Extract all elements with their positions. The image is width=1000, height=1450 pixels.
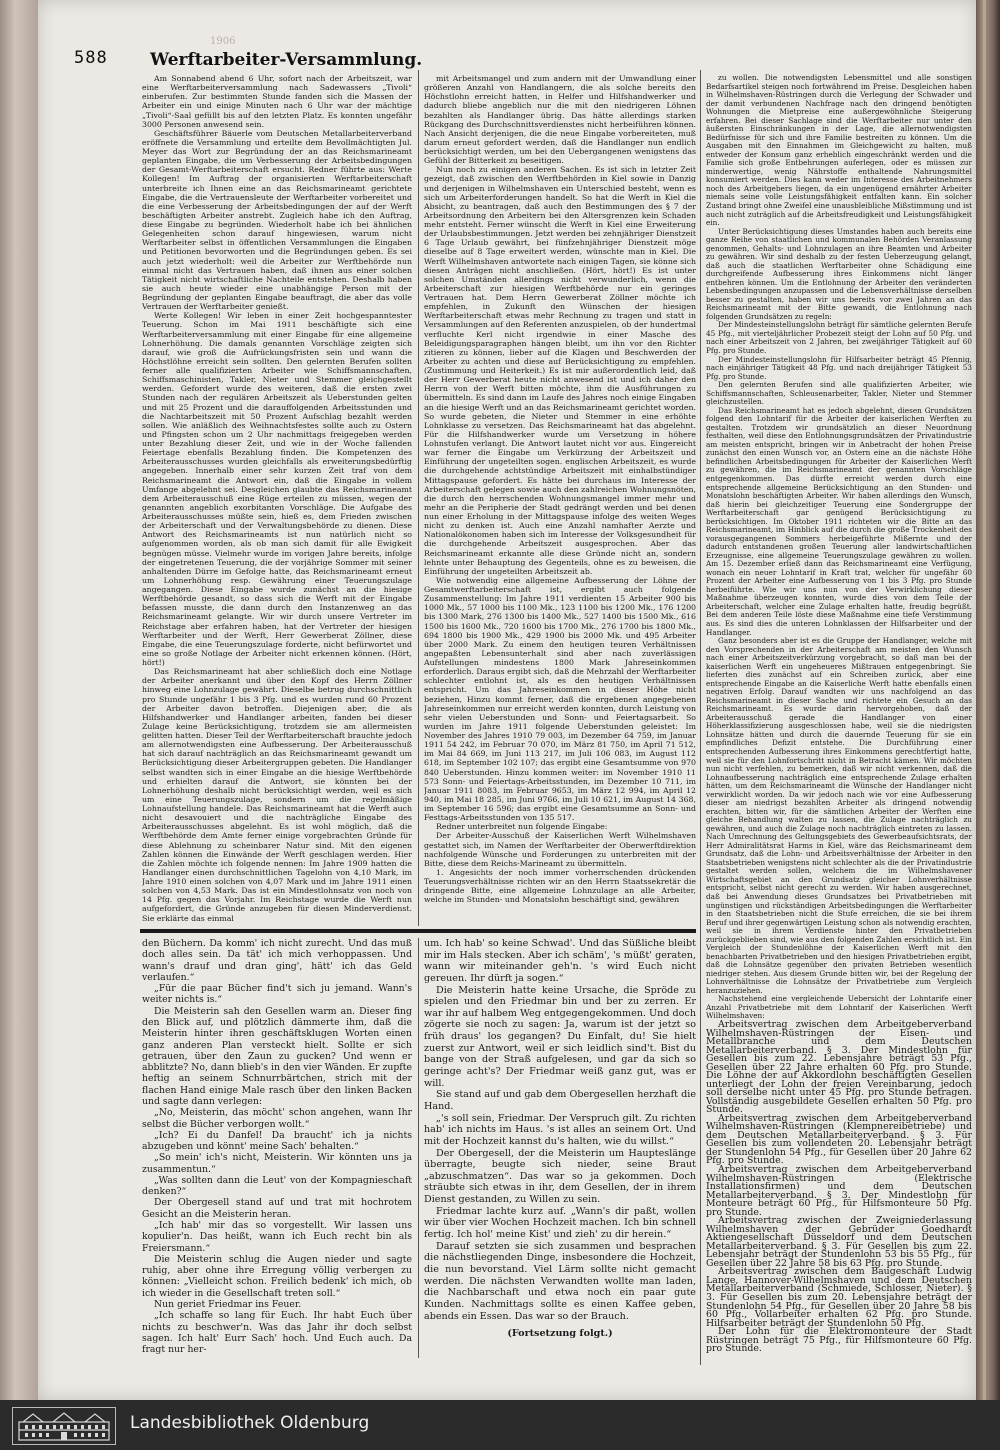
story-paragraph: „No, Meisterin, das möcht' schon angehen, wann Ihr selbst die Bücher verborgen wollt.“ xyxy=(142,1107,412,1130)
serial-story-column-1 xyxy=(142,938,412,1358)
article-column-2 xyxy=(424,74,696,924)
story-paragraph: Sie stand auf und gab dem Obergesellen herzhaft die Hand. xyxy=(424,1089,696,1112)
wage-contract: Arbeitsvertrag zwischen dem Arbeitgeberverband Wilhelmshaven-Rüstringen der Eisen- und Metallbranche und dem Deutschen Metallarbeiterverband. § 3. Der Mindestlohn für Gesellen bis zum 22. Lebensjahre beträgt 53 Pfg., Gesellen über 22 Jahre erhalten 60 Pfg. pro Stunde. Die Löhne der auf Akkordlohn beschäftigten Gesellen unterliegt der Lohn der freien Vereinbarung, jedoch soll derselbe nicht unter 45 Pfg. pro Stunde betragen. Vollständig ausgebildete Gesellen erhalten 50 Pfg. pro Stunde. xyxy=(706,1018,972,1116)
column-rule-2 xyxy=(700,70,701,1365)
column-rule-1 xyxy=(418,70,419,926)
wage-contract: Arbeitsvertrag zwischen der Zweigniederlassung Wilhelmshaven der Gebrüder Goedhardt Aktiengesellschaft Düsseldorf und dem Deutschen Metallarbeiterverband. § 3. Für Gesellen bis zum 22. Lebensjahr beträgt der Stundenlohn 53 bis 55 Pfg., für Gesellen über 22 Jahre 58 bis 63 Pfg. pro Stunde. xyxy=(706,1215,972,1269)
paragraph: Ganz besonders aber ist es die Gruppe der Handlanger, welche mit den Vorsprechenden in der Arbeiterschaft am meisten den Wunsch nach einer Arbeitszeitverkürzung vorgebracht, so daß man bei der kaiserlichen Werft ein ungeheueres Mißtrauen entgegenbringt. Sie lieferten dies zunächst auf ein Schreiben zurück, aber eine entsprechende Eingabe an die Kaiserliche Werft hatte ebenfalls einen negativen Erfolg. Darauf wandten wir uns nachfolgend an das Reichsmarineamt in dieser Sache und richtete ein Gesuch an das Reichsmarineamt. Es wurde darin hervorgehoben, daß der Arbeiterausschuß gerade die Handlanger von einer Höherklassifizierung ausgeschlossen habe, weil sie die niedrigsten Lohnsätze hätten und durch die dauernde Teuerung für sie ein empfindliches Defizit entstehe. Die Durchführung einer entsprechenden Aufbesserung ihres Einkommens gerechtfertigt hatte, weil sie für den Lohnfortschritt nicht in Betracht kämen. Wir möchten nun nicht verfehlen, zu bemerken, daß wir nicht verkennen, daß die Lohnaufbesserung nachträglich eine entsprechende Zulage erhalten hätten, um dem Reichsmarineamt die Wünsche der Handlanger nicht verwirklicht worden. Da wir jedoch nach wie vor eine Aufbesserung dieser am niedrigst bezahlten Arbeiter als dringend notwendig erachten, bitten wir, für die sämtlichen Arbeiter der Werften eine gleiche Behandlung walten zu lassen, die Zulage nachträglich zu gewähren, und auch die Zulage noch nachträglich eintreten zu lassen. Nach Umrechnung des Geltungsgebiets des Gewerbeaufsichtsrats, der Herr Admiralitätsrat Harms in Kiel, wäre das Reichsmarineamt dem Grundsatz, daß die Lohn- und Arbeitsverhältnisse der Arbeiter in den Staatsbetrieben wenigstens nicht schlechter als die der Privatindustrie gestaltet werden sollen, welchem die im Wilhelmshavener Wirtschaftsgebiet an den Grundsatz gleicher Lohnverhältnisse entspricht, selbst nicht gerecht zu werden. Wir haben ausgerechnet, daß bei Anwendung dieses Grundsatzes bei Privatbetrieben mit ungünstigen und rückständigen Arbeitsbedingungen die Werftarbeiter in den Staatsbetrieben nicht die Stufe erreichen, die sie bei ihrem Beruf und ihrer gegenwärtigen Leistung schon als notwendig erachten, weil sie in ihrem Verdienste hinter den Privatbetrieben zurückgeblieben sind, wie aus den folgenden Zahlen ersichtlich ist. Ein Vergleich der Stundenlöhne der Kaiserlichen Werft mit den benachbarten Privatbetrieben und den hiesigen Privatbetrieben ergibt, daß die Lohnsätze gegenüber den privaten Betrieben wesentlich niedriger stehen. Aus diesem Grunde bitten wir, bei der Regelung der Lohnverhältnisse die Lohnsätze der Privatbetriebe zum Vergleich heranzuziehen. xyxy=(706,636,972,995)
paragraph: zu wollen. Die notwendigsten Lebensmittel und alle sonstigen Bedarfsartikel steigen noch fortwährend im Preise. Desgleichen haben in Wilhelmshaven-Rüstringen durch die Verlegung der Schwader und der damit verbundenen Nachfrage nach den dringend benötigten Wohnungen die Mietpreise eine außergewöhnliche Steigerung erfahren. Bei dieser Sachlage sind die Werftarbeiter nur unter den äußersten Einschränkungen in der Lage, die allernotwendigsten Bedürfnisse für sich und ihre Familie bestreiten zu können. Um die Ausgaben mit den Einnahmen im Gleichgewicht zu halten, muß entweder der Konsum ganz erheblich eingeschränkt werden und die Familie sich große Entbehrungen auferlegen, oder es müssen zur minderwertige, wenig Nährstoffe enthaltende Nahrungsmittel konsumiert werden. Dies kann weder im Interesse des Arbeitnehmers noch des Arbeitgebers liegen, da ein ungenügend ernährter Arbeiter niemals seine volle Leistungsfähigkeit entfalten kann. Ein solcher Zustand bringt ohne Zweifel eine unausbleibliche Mißstimmung und ist auch nicht zuträglich auf die Arbeitsfreudigkeit und Leistungsfähigkeit ein. xyxy=(706,74,972,228)
footer-bar xyxy=(0,1400,1000,1450)
paragraph: Werte Kollegen! Wir leben in einer Zeit hochgespanntester Teuerung. Schon im Mai 1911 beschäftigte sich eine Werftarbeiterversammlung mit einer Eingabe für eine allgemeine Lohnerhöhung. Die damals genannten Vorschläge zeigten sich darauf, wie groß die Aufrückungsfristen sein und wann die Höchstlöhne erreicht sein sollten. Den gelernten Berufen sollten ferner alle qualifizierten Arbeiter wie Schiffsmannschaften, Schiffsmaschinisten, Takler, Nieter und Stemmer gleichgestellt werden. Gefordert wurde des weiteren, daß die ersten zwei Stunden nach der regulären Arbeitszeit als Ueberstunden gelten und mit 25 Prozent und die darauffolgenden Arbeitsstunden und die Nachtarbeitszeit mit 50 Prozent Aufschlag bezahlt werden sollen. Wie anläßlich des Weihnachtsfestes sollte auch zu Ostern und Pfingsten schon um 2 Uhr nachmittags freigegeben werden unter Bezahlung dieser Zeit, und wie in der Woche fallenden Feiertage ebenfalls Bezahlung finden. Die Kompetenzen des Arbeiterausschusses wurden gleichfalls als erweiterungsbedürftig angegeben. Innerhalb einer sehr kurzen Zeit traf von dem Reichsmarineamt die Antwort ein, daß die Eingabe in vollem Umfange abgelehnt sei. Desgleichen glaubte das Reichsmarineamt dem Arbeiterausschuß eine Rüge erteilen zu müssen, wegen der genannten angeblich exorbitanten Vorschläge. Die Aufgabe des Arbeiterausschusses müßte sein, hieß es, dem Frieden zwischen der Arbeiterschaft und der Verwaltungsbehörde zu dienen. Diese Antwort des Reichsmarineamts ist nun natürlich nicht so aufgenommen worden, als ob man sich damit für alle Ewigkeit begnügen müsse. Vielmehr wurde im vorigen Jahre bereits, infolge der eingetretenen Teuerung, die der vorjährige Sommer mit seiner anhaltenden Dürre im Gefolge hatte, das Reichsmarineamt erneut um Lohnerhöhung resp. Gewährung einer Teuerungszulage angegangen. Diese Eingabe wurde zunächst an die hiesige Werftbehörde gesandt, so dass sich die Werft mit der Eingabe befassen musste, die dann durch den Instanzenweg an das Reichsmarineamt gelangte. Wir wir durch unsere Vertreter im Reichstage aber erfahren haben, hat der Vertreter der hiesigen Werftarbeiter und der Werft, Herr Gewerberat Zöllner, diese Eingabe, die eine Teuerungszulage forderte, nicht befürwortet und eine so große Notlage der Arbeiter nicht erkennen können. (Hört, hört!) xyxy=(142,311,412,667)
paragraph: Unter Berücksichtigung dieses Umstandes haben auch bereits eine ganze Reihe von staatlichen und kommunalen Behörden Veranlassung genommen, Gehalts- und Lohnzulagen an ihre Beamten und Arbeiter zu gewähren. Wir sind deshalb zu der festen Ueberzeugung gelangt, daß auch die staatlichen Werftarbeiter ohne Schädigung eine durchgreifende Aufbesserung ihres Einkommens nicht länger entbehren können. Um die Entlohnung der Arbeiter den veränderten Lebensbedingungen anzupassen und die Lebensverhältnisse derselben besser zu gestalten, haben wir uns bereits vor zwei Jahren an das Reichsmarineamt mit der Bitte gewandt, die Entlohnung nach folgenden Grundsätzen zu regeln: xyxy=(706,226,972,321)
paragraph: Redner unterbreitet nun folgende Eingabe: xyxy=(436,822,608,832)
paragraph: Wie notwendig eine allgemeine Aufbesserung der Löhne der Gesamtwerftarbeiterschaft ist, ergibt auch folgende Zusammenstellung: Im Jahre 1911 verdienten 15 Arbeiter 900 bis 1000 Mk., 57 1000 bis 1100 Mk., 123 1100 bis 1200 Mk., 176 1200 bis 1300 Mark, 276 1300 bis 1400 Mk., 527 1400 bis 1500 Mk., 616 1500 bis 1600 Mk., 720 1600 bis 1700 Mk., 276 1700 bis 1800 Mk., 694 1800 bis 1900 Mk., 429 1900 bis 2000 Mk. und 495 Arbeiter über 2000 Mark. Zu einem den heutigen teuren Verhältnissen angepaßten Lebensunterhalt sind aber nach zuverlässigen Aufstellungen mindestens 1800 Mark Jahreseinkommen erforderlich. Daraus ergibt sich, daß die Mehrzahl der Werftarbeiter schlechter entlohnt ist, als es den heutigen Verhältnissen entspricht. Um das Jahreseinkommen in dieser Höhe nicht beziehen, Hinzu kommt ferner, daß die ergebenen angegebenen Jahreseinkommen nur erreicht werden konnten, durch Leistung von sehr vielen Ueberstunden und Sonn- und Feiertagsarbeit. So wurden im Jahre 1911 folgende Ueberstunden geleistet: Im November des Jahres 1910 79 003, im Dezember 64 759, im Januar 1911 54 242, im Februar 70 070, im März 81 750, im April 71 512, im Mai 84 669, im Juni 113 217, im Juli 106 083, im August 112 618, im September 102 107; das ergibt eine Gesamtsumme von 970 840 Ueberstunden. Hinzu kommen weiter: im November 1910 11 573 Sonn- und Feiertags-Arbeitsstunden, im Dezember 10 711, im Januar 1911 8083, im Februar 9653, im März 12 994, im April 12 940, im Mai 18 285, im Juni 9766, im Juli 10 621, im August 14 368, im September 16 596; das ergibt eine Gesamtsumme an Sonn- und Festtags-Arbeitsstunden von 135 517. xyxy=(424,575,696,823)
section-divider xyxy=(140,929,696,933)
article-title: Werftarbeiter-Versammlung. xyxy=(150,50,423,70)
story-paragraph: „'s soll sein, Friedmar. Der Verspruch gilt. Zu richten hab' ich nichts im Haus. 's ist alles an seinem Ort. Und mit der Hochzeit kannst du's halten, wie du willst.“ xyxy=(424,1112,696,1147)
story-paragraph: Die Meisterin sah den Gesellen warm an. Dieser fing den Blick auf, und plötzlich dämmerte ihm, daß die Meisterin hinter ihren geschäftsklugen Worten einen ganz anderen Plan versteckt hielt. Sollte er sich getrauen, über den Zaun zu gucken? Und wenn er abblitzte? No, dann blieb's in den vier Wänden. Er zupfte heftig an seinem Schnurrbärtchen, strich mit der flachen Hand einige Male rasch über den linken Backen und sagte dann verlegen: xyxy=(142,1005,412,1107)
paragraph: Nun noch zu einigen anderen Sachen. Es ist sich in letzter Zeit gezeigt, daß zwischen den Werftbehörden in Kiel sowie in Danzig und derjenigen in Wilhelmshaven ein Unterschied besteht, wenn es sich um Arbeiterforderungen handelt. So hat die Werft in Kiel die Absicht, zu beantragen, daß auch den Bestimmungen des § 7 der Arbeitsordnung den Arbeitern bei den Altersgrenzen kein Schaden mehr entsteht. Ferner wünscht die Werft in Kiel eine Erweiterung der Urlaubsbestimmungen. Jetzt werden bei zehnjähriger Dienstzeit 6 Tage Urlaub gewährt, bei fünfzehnjähriger Dienstzeit möge dieselbe auf 8 Tage erweitert werden, wünschte man in Kiel. Die Werft Wilhelmshaven antwortete nach einigen Tagen, sie könne sich diesen Anträgen nicht anschließen. (Hört, hört!) Es ist unter solchen Umständen allerdings nicht verwunderlich, wenn die Arbeiterschaft zur hiesigen Werftbehörde nur ein geringes Vertrauen hat. Dem Herrn Gewerberat Zöllner möchte ich empfehlen, in Zukunft den Wünschen der hiesigen Werftarbeiterschaft etwas mehr Rechnung zu tragen und statt in Versammlungen auf den Referenten anzuspielen, ob der hundertmal verfluchte Kerl nicht irgendwie in einer Masche des Beleidigungsparagraphen hängen bleibt, um ihn vor den Richter zitieren zu können, lieber auf die Klagen und Beschwerden der Arbeiter zu achten und diese auf Berücksichtigung zu empfehlen. (Zustimmung und Heiterkeit.) Es ist mir außerordentlich leid, daß der Herr Gewerberat heute nicht anwesend ist und ich daher den Herrn von der Werft bitten möchte, ihm die Ausführungen zu übermitteln. Es sind dann im Laufe des Jahres noch einige Eingaben an die hiesige Werft und an das Reichsmarineamt gerichtet worden. So wurde gebeten, die Nieter und Stemmer in eine erhöhte Lohnklasse zu versetzen. Das Reichsmarineamt hat das abgelehnt. Für die Hilfshandwerker wurde um Versetzung in höhere Lohnstufen verlangt. Die Antwort lautet nicht vor aus. Eingereicht war ferner die Eingabe um Verkürzung der Arbeitszeit und Einführung der ungeteilten sogen. englischen Arbeitszeit, es wurde die durchgehende achtstündige Arbeitszeit mit einhalbstündiger Mittagspause gefordert. Es hätte bei durchaus im Interesse der Arbeiterschaft gelegen sowie auch den zahlreichen Wohnungsnöten, die durch den herrschenden Wohnungsmangel immer mehr und mehr an die Peripherie der Stadt gedrängt werden und bei denen nun einer Erholung in der Mittagspause infolge des weiten Weges nicht zu denken ist. Auch eine Anzahl namhafter Aerzte und Nationalökonomen haben sich im Interesse der Volksgesundheit für die durchgehende Arbeitszeit ausgesprochen. Aber das Reichsmarineamt erkannte alle diese Gründe nicht an, sondern lehnte unter Behauptung des Gegenteils, ohne es zu beweisen, die Einführung der ungeteilten Arbeitszeit ab. xyxy=(424,165,696,576)
library-building-icon[interactable] xyxy=(12,1407,116,1445)
paragraph: Der Mindesteinstellungslohn für Hilfsarbeiter beträgt 45 Pfennig, nach einjähriger Tätigkeit 48 Pfg. und nach dreijähriger Tätigkeit 53 Pfg. pro Stunde. xyxy=(706,354,972,381)
wage-contract: Arbeitsvertrag zwischen dem Arbeitgeberverband Wilhelmshaven-Rüstringen (Elektrische Installationsfirmen) und dem Deutschen Metallarbeiterverband. § 3. Der Mindestlohn für Monteure beträgt 60 Pfg., für Hilfsmonteure 50 Pfg. pro Stunde. xyxy=(706,1164,972,1218)
story-paragraph: „Ich? Ei du Danfel! Da braucht' ich ja nichts abzugeben und könnt' meine Sach' behalten.“ xyxy=(142,1129,412,1153)
paragraph: Der Arbeiter-Ausschuß der Kaiserlichen Werft Wilhelmshaven gestattet sich, im Namen der Werftarbeiter der Oberwerftdirektion nachfolgende Wünsche und Forderungen zu unterbreiten mit der Bitte, diese dem Reichs-Marineamt zu übermitteln. xyxy=(424,831,696,868)
page-edges-left xyxy=(0,0,38,1400)
serial-story-column-2 xyxy=(424,938,696,1358)
story-paragraph: Die Meisterin schlug die Augen nieder und sagte ruhig, aber ohne ihre Erregung völlig verbergen zu können: „Vielleicht schon. Freilich bedenk' ich mich, ob ich wieder in die Gesellschaft treten soll.“ xyxy=(142,1253,412,1299)
paragraph: 1. Angesichts der noch immer vorherrschenden drückenden Teuerungsverhältnisse richten wir an den Herrn Staatssekretär die dringende Bitte, eine allgemeine Lohnzulage an alle Arbeiter, welche im Stunden- und Monatslohn beschäftigt sind, gewähren xyxy=(424,867,696,905)
paragraph: mit Arbeitsmangel und zum andern mit der Umwandlung einer größeren Anzahl von Handlangern, die als solche bereits den Höchstlohn erreicht hatten, in Helfer und Hilfshandwerker und dadurch bliebe angeblich nur die mit den niedrigeren Löhnen bezahlten als Handlanger übrig. Das hätte allerdings starken Rückgang des Durchschnittsverdienstes nicht herbeiführen können. Nach Ansicht derjenigen, die die neue Eingabe vorbereiteten, muß darum erneut gefordert werden, daß die Handlanger nun endlich berücksichtigt werden, um bei den Uebergangenen wenigstens das Gefühl der Bitterkeit zu beseitigen. xyxy=(424,74,696,166)
story-paragraph: Die Meisterin hatte keine Ursache, die Spröde zu spielen und den Friedmar bin und ber zu zerren. Er war ihr auf halbem Weg entgegengekommen. Und doch zögerte sie noch zu sagen: Ja, warum ist der jetzt so früh draus' los gegangen? Du Einfalt, du! Sie hielt zuerst zur Antwort, weil er sich leidlich sind't. Bist du bange von der Straß aufgelesen, und gar da sich so geringe acht's? Der Friedmar weiß ganz gut, was er will. xyxy=(424,984,696,1089)
story-paragraph: „Ich schaffe so lang für Euch. Ihr habt Euch über nichts zu beschwer'n. Was das Jahr ihr doch selbst sagen. Ich halt' Eurr Sach' hoch. Und Euch auch. Da fragt nur her- xyxy=(142,1310,412,1356)
continued-notice: (Fortsetzung folgt.) xyxy=(507,1328,613,1340)
paragraph: Nachstehend eine vergleichende Uebersicht der Lohntarife einer Anzahl Privatbetriebe mit dem Lohntarif der Kaiserlichen Werft Wilhelmshaven: xyxy=(706,994,972,1021)
paragraph: Das Reichsmarineamt hat es jedoch abgelehnt, diesen Grundsätzen folgend den Lohntarif für die Arbeiter der kaiserlichen Werften zu gestalten. Trotzdem wir grundsätzlich an dieser Neuordnung festhalten, weil diese den Entlohnungsgrundsätzen der Privatindustrie am meisten entspricht, bringen wir in Anbetracht der hohen Preise zunächst den einen Wunsch vor, an Ostern eine an die nächste Höhe befindlichen Arbeitsbedingungen für Arbeiter der Kaiserlichen Werft zu gewähren, die im Reichsmarineamt der genannten Vorschläge entgegenkommen. Das dürfte erreicht werden durch eine entsprechende allgemeine Berücksichtigung an den Stunden- und Monatslohn beschäftigten Arbeiter. Wir haben allerdings den Wunsch, daß hierin bei gleichzeitiger Teuerung eine Sondergruppe der Werftarbeiterschaft gar genügend Berücksichtigung zu berücksichtigen. Im Oktober 1911 richteten wir die Bitte an das Reichsmarineamt, im Hinblick auf die durch die große Trockenheit des vorausgegangenen Sommers herbeigeführte Mißernte und der dadurch entstandenen großen Teuerung aller landwirtschaftlichen Erzeugnisse, eine allgemeine Teuerungszulage gewähren zu wollen. Am 15. Dezember erließ dann das Reichsmarineamt eine Verfügung, wonach ein neuer Lohntarif in Kraft trat, welcher für ungefähr 60 Prozent der Arbeiter eine Aufbesserung von 1 bis 3 Pfg. pro Stunde herbeiführte. Wie wir uns nun von der Verwirklichung dieser Maßnahme überzeugen konnten, wurde dies von dem Teile der Arbeiterschaft, welcher eine Zulage erhalten hatte, freudig begrüßt. Bei dem anderen Teile löste diese Maßnahme eine tiefe Verstimmung aus. Es sind dies die unteren Lohnklassen der Hilfsarbeiter und der Handlanger. xyxy=(706,405,972,637)
column-rule-story xyxy=(418,938,419,1358)
wage-contract: Der Lohn für die Elektromonteure der Stadt Rüstringen beträgt 75 Pfg., für Hilfsmonteure 60 Pfg. pro Stunde. xyxy=(706,1326,972,1355)
article-column-3 xyxy=(706,74,972,1366)
story-paragraph: um. Ich hab' so keine Schwad'. Und das Süßliche bleibt mir im Hals stecken. Aber ich schäm', 's müßt' geraten, wann wir miteinander geh'n. 's wird Euch nicht gereuen. Ihr dürft ja sogen.“ xyxy=(424,938,696,984)
article-column-1 xyxy=(142,74,412,924)
story-paragraph: Darauf setzten sie sich zusammen und besprachen die nächstliegenden Dinge, insbesondere die Hochzeit, die nun bevorstand. Viel Lärm sollte nicht gemacht werden. Die nächsten Verwandten wollte man laden, die Nachbarschaft und etwa noch ein paar gute Kunden. Nachmittags sollte es einen Kaffee geben, abends ein Essen. Das war so der Brauch. xyxy=(424,1240,696,1322)
page-number: 588 xyxy=(74,48,108,68)
story-paragraph: Nun geriet Friedmar ins Feuer. xyxy=(154,1299,302,1310)
pencil-mark: 1906 xyxy=(210,36,236,47)
story-paragraph: „Ich hab' mir das so vorgestellt. Wir lassen uns kopulier'n. Das heißt, wann ich Euch recht bin als Freiersmann.“ xyxy=(142,1220,412,1254)
paragraph: Am Sonnabend abend 6 Uhr, sofort nach der Arbeitszeit, war eine Werftarbeiterversammlung nach Sadewassers „Tivoli“ einberufen. Zur bestimmten Stunde fanden sich die Massen der Arbeiter ein und einige Minuten nach 6 Uhr war der mächtige „Tivoli“-Saal gefüllt bis auf den letzten Platz. Es konnten ungefähr 3000 Personen anwesend sein. xyxy=(142,74,412,129)
story-paragraph: Der Obergesell, der die Meisterin um Haupteslänge überragte, beugte sich nieder, seine Braut „abzuschmatzen“. Das war so ja gekommen. Doch sträubte sich etwas in ihr, dem Gesellen, der in ihrem Dienst gestanden, zu Willen zu sein. xyxy=(424,1147,696,1206)
wage-contract: Arbeitsvertrag zwischen dem Baugeschäft Ludwig Lange, Hannover-Wilhelmshaven und dem Deutschen Metallarbeiterverband (Schmiede, Schlosser, Nieter). § 3. Für Gesellen bis zum 20. Lebensjahre beträgt der Stundenlohn 54 Pfg., für Gesellen über 20 Jahre 58 bis 60 Pfg., Vollarbeiter erhalten 62 Pfg. pro Stunde. Hilfsarbeiter beträgt der Stundenlohn 50 Pfg. xyxy=(706,1266,972,1329)
story-paragraph: den Büchern. Da komm' ich nicht zurecht. Und das muß doch alles sein. Da tät' ich mich verhoppassen. Und wann's drauf und dran ging', hätt' ich das Geld verlaufen.“ xyxy=(142,938,412,983)
story-paragraph: „Für die paar Bücher find't sich ju jemand. Wann's weiter nichts is.“ xyxy=(142,983,412,1006)
paragraph: Der Mindesteinstellungslohn beträgt für sämtliche gelernten Berufe 45 Pfg., mit vierteljährlicher Probezeit steigt der Lohn auf 50 Pfg. und nach einer Arbeitszeit von 2 Jahren, bei zweijähriger Tätigkeit auf 60 Pfg. pro Stunde. xyxy=(706,320,972,355)
paragraph: Den gelernten Berufen sind alle qualifizierten Arbeiter, wie Schiffsmannschaften, Schleusenarbeiter, Takler, Nieter und Stemmer gleichzustellen. xyxy=(706,380,972,407)
story-paragraph: „So mein' ich's nicht, Meisterin. Wir könnten uns ja zusammentun.“ xyxy=(142,1152,412,1175)
story-paragraph: „Was sollten dann die Leut' von der Kompagnieschaft denken?“ xyxy=(142,1174,412,1198)
paragraph: Das Reichsmarineamt hat aber schließlich doch eine Notlage der Arbeiter anerkannt und über den Kopf des Herrn Zöllner hinweg eine Lohnzulage gewährt. Dieselbe betrug durchschnittlich pro Stunde ungefähr 1 bis 3 Pfg. und es wurden rund 60 Prozent der Arbeiter davon betroffen. Diejenigen aber, die als Hilfshandwerker und Handlanger arbeiten, fanden bei dieser Zulage keine Berücksichtigung, trotzdem sie am allermeisten gelitten hatten. Dieser Teil der Werftarbeiterschaft brauchte jedoch am allernotwendigsten eine Aufbesserung. Der Arbeiterausschuß hat sich darauf nachträglich an das Reichsmarineamt gewandt um Berücksichtigung dieser Arbeitergruppen gebeten. Die Handlanger selbst wandten sich in einer Eingabe an die hiesige Werftbehörde und erhielten darauf die Antwort, sie könnten bei der Lohnerhöhung deshalb nicht berücksichtigt werden, weil es sich um eine Teuerungszulage, sondern um die regelmäßige Lohnaufstellung handele. Das Reichsmarineamt hat die Werft auch nicht desavouiert und die nachträgliche Eingabe des Arbeiterausschusses abgelehnt. Es ist wohl möglich, daß die Werftbehörde dem Amte ferner einige vorgebrachten Gründe für diese Ablehnung zu scheinbarer Natur sind. Mit den eigenen Zahlen können die Einwände der Werft geschlagen werden. Hier die Zahlen möchte ich folgende nennen: Im Jahre 1909 hatten die Handlanger einen durchschnittlichen Tagelohn von 4,10 Mark, im Jahre 1910 einen solchen von 4,07 Mark und im Jahre 1911 einen solchen von 4,53 Mark. Das ist ein Mindestlohnsatz von noch von 14 Pfg. gegen das Vorjahr. Im Reichstage wurde die Werft nun aufgefordert, die Gründe anzugeben für diesen Minderverdienst. Sie erklärte das einmal xyxy=(142,667,412,923)
wage-contract: Arbeitsvertrag zwischen dem Arbeitgeberverband Wilhelmshaven-Rüstringen (Klempnereibetriebe) und dem Deutschen Metallarbeiterverband. § 3. Für Gesellen bis zum vollendeten 20. Lebensjahr beträgt der Stundenlohn 54 Pfg., für Gesellen über 20 Jahre 62 Pfg. pro Stunde. xyxy=(706,1112,972,1167)
paragraph: Geschäftsführer Bäuerle vom Deutschen Metallarbeiterverband eröffnete die Versammlung und erteilte dem Bevollmächtigten Jul. Meyer das Wort zur Begründung der an das Reichsmarineamt geplanten Eingabe, die um Verbesserung der Arbeitsbedingungen der Gesamt-Werftarbeiterschaft ersucht. Redner führte aus: Werte Kollegen! Im Auftrag der organisierten Werftarbeiterschaft unterbreite ich Ihnen eine an das Reichsmarineamt gerichtete Eingabe, die die Vertrauensleute der Werftarbeiter vorbereitet und die eine Verbesserung der Arbeitsbedingungen der auf der Werft beschäftigten Arbeiter anstrebt. Zugleich habe ich den Auftrag, diese Eingabe zu begründen. Wiederholt habe ich bei ähnlichen Gelegenheiten schon darauf hingewiesen, warum nicht Werftarbeiter selbst in öffentlichen Versammlungen die Eingaben und Petitionen bevorworten und die Begründungen geben. Es sei auch jetzt wiederholt: weil die Arbeiter zur Werftbehörde nun einmal nicht das Vertrauen haben, daß ihnen aus einer solchen Tätigkeit nicht wirtschaftliche Nachteile entstehen. Deshalb haben sie auch heute wieder eine unabhängige Person mit der Begründung der geplanten Eingabe beauftragt, die aber das volle Vertrauen der Werftarbeiter genießt. xyxy=(142,128,412,312)
book-binding-right xyxy=(976,0,1000,1400)
story-paragraph: Der Obergesell stand auf und trat mit hochrotem Gesicht an die Meisterin heran. xyxy=(142,1197,412,1220)
story-paragraph: Friedmar lachte kurz auf. „Wann's dir paßt, wollen wir über vier Wochen Hochzeit machen. Ich bin schnell fertig. Ich hol' meine Kist' und zieh' zu dir herein.“ xyxy=(424,1205,696,1241)
library-name: Landesbibliothek Oldenburg xyxy=(130,1413,370,1433)
